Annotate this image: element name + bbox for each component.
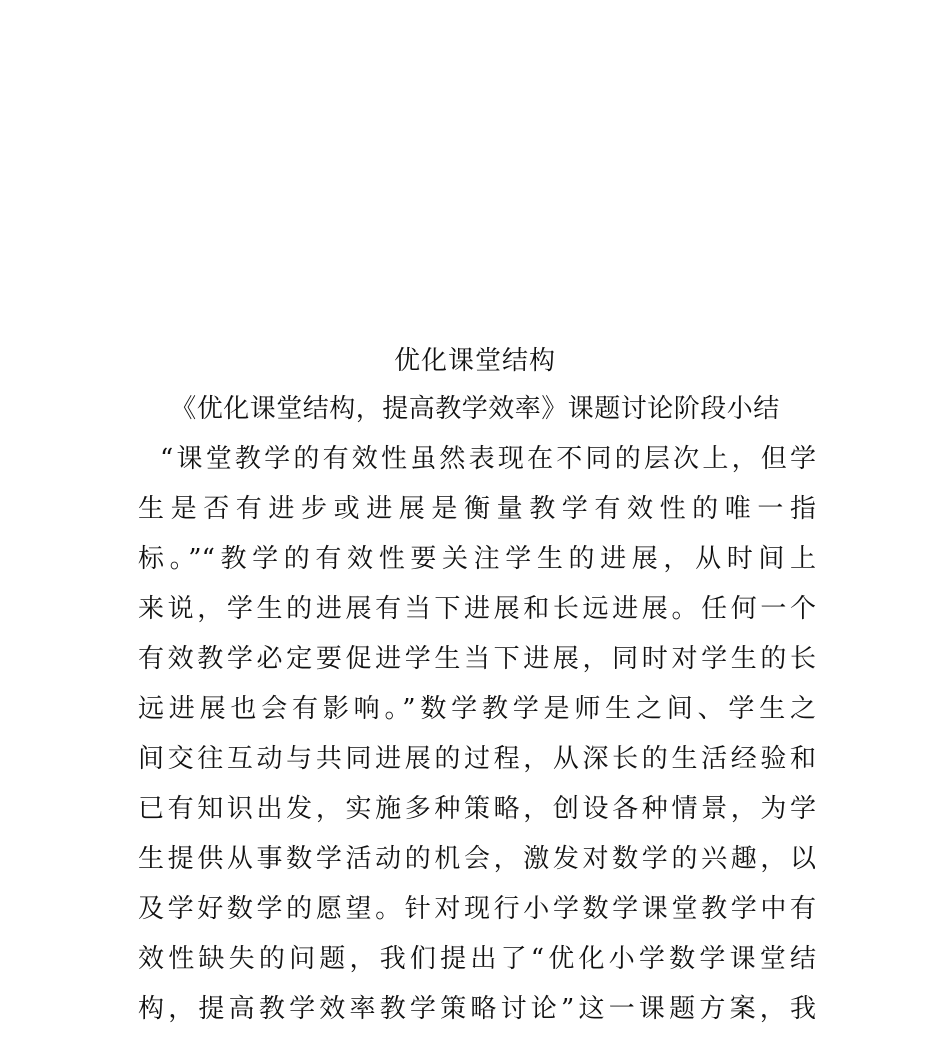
paragraph-line: 及学好数学的愿望。针对现行小学数学课堂教学中有: [138, 894, 816, 924]
paragraph-line: 生是否有进步或进展是衡量教学有效性的唯一指: [138, 494, 816, 524]
paragraph-line: 间交往互动与共同进展的过程，从深长的生活经验和: [138, 744, 816, 774]
paragraph-line: 来说，学生的进展有当下进展和长远进展。任何一个: [138, 594, 816, 624]
body-paragraph: [138, 434, 816, 1034]
document-title: 优化课堂结构: [393, 346, 556, 376]
paragraph-line: 效性缺失的问题，我们提出了“优化小学数学课堂结: [138, 944, 816, 974]
paragraph-line: 远进展也会有影响。”数学教学是师生之间、学生之: [138, 694, 816, 724]
paragraph-line: 标。”“教学的有效性要关注学生的进展，从时间上: [138, 544, 816, 574]
paragraph-line: 有效教学必定要促进学生当下进展，同时对学生的长: [138, 644, 816, 674]
paragraph-line: 已有知识出发，实施多种策略，创设各种情景，为学: [138, 794, 816, 824]
paragraph-line: “课堂教学的有效性虽然表现在不同的层次上，但学: [160, 444, 816, 474]
document-subtitle: 《优化课堂结构，提高教学效率》课题讨论阶段小结: [170, 394, 780, 424]
paragraph-line: 生提供从事数学活动的机会，激发对数学的兴趣，以: [138, 844, 816, 874]
paragraph-line: 构，提高教学效率教学策略讨论”这一课题方案，我: [138, 994, 816, 1024]
